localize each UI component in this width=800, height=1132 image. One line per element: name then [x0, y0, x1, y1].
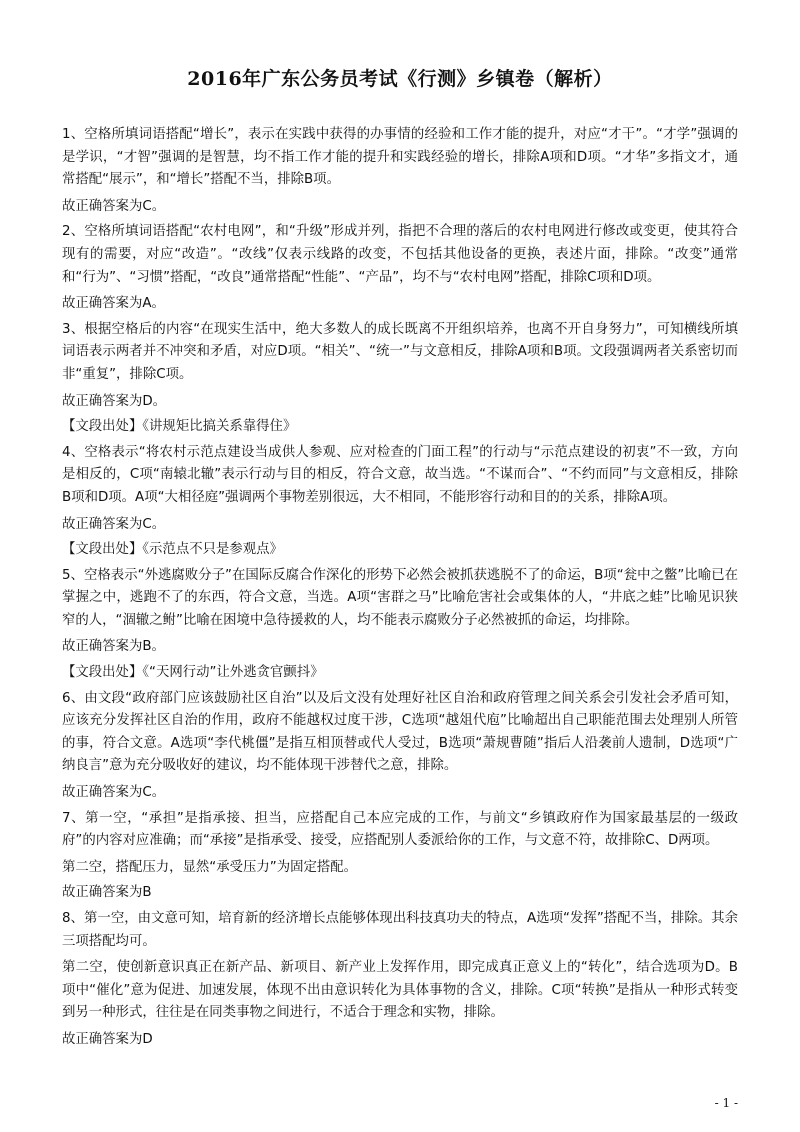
page-number: - 1 - — [714, 1096, 738, 1110]
q5-source: 【文段出处】《“天网行动”让外逃贪官颤抖》 — [62, 665, 324, 681]
q8-explanation: 8、第一空，由文意可知，培育新的经济增长点能够体现出科技真功夫的特点，A选项“发挥”搭配不当，排除。其余三项搭配均可。 — [62, 911, 738, 949]
q6-answer: 故正确答案为C。 — [62, 785, 166, 801]
q1-explanation: 1、空格所填词语搭配“增长”，表示在实践中获得的办事情的经验和工作才能的提升，对应“才干”。“才学”强调的是学识，“才智”强调的是智慧，均不指工作才能的提升和实践经验的增长，排除A项和D项。“才华”多指文才，通常搭配“展示”，和“增长”搭配不当，排除B项。 — [62, 127, 738, 188]
q8-second-blank: 第二空，使创新意识真正在新产品、新项目、新产业上发挥作用，即完成真正意义上的“转化”，结合选项为D。B项中“催化”意为促进、加速发展，体现不出由意识转化为具体事物的含义，排除。C项“转换”是指从一种形式转变到另一种形式，往往是在同类事物之间进行，不适合于理念和实物，排除。 — [62, 960, 738, 1021]
q8-answer: 故正确答案为D — [62, 1031, 153, 1047]
q6-explanation: 6、由文段“政府部门应该鼓励社区自治”以及后文没有处理好社区自治和政府管理之间关系会引发社会矛盾可知，应该充分发挥社区自治的作用，政府不能越权过度干涉，C选项“越俎代庖”比喻超出自己职能范围去处理别人所管的事，符合文意。A选项“李代桃僵”是指互相顶替或代人受过，B选项“萧规曹随”指后人沿袭前人遗制，D选项“广纳良言”意为充分吸收好的建议，均不能体现干涉替代之意，排除。 — [62, 690, 738, 774]
q3-source: 【文段出处】《讲规矩比搞关系靠得住》 — [62, 419, 297, 435]
q7-answer: 故正确答案为B — [62, 885, 152, 901]
q5-explanation: 5、空格表示“外逃腐败分子”在国际反腐合作深化的形势下必然会被抓获逃脱不了的命运，B项“瓮中之鳖”比喻已在掌握之中，逃跑不了的东西，符合文意，当选。A项“害群之马”比喻危害社会或集体的人，“井底之蛙”比喻见识狭窄的人，“涸辙之鲋”比喻在困境中急待援救的人，均不能表示腐败分子必然被抓的命运，均排除。 — [62, 567, 738, 628]
q4-explanation: 4、空格表示“将农村示范点建设当成供人参观、应对检查的门面工程”的行动与“示范点建设的初衷”不一致，方向是相反的，C项“南辕北辙”表示行动与目的相反，符合文意，故当选。“不谋而合”、“不约而同”与文意相反，排除B项和D项。A项“大相径庭”强调两个事物差别很远，大不相同，不能形容行动和目的的关系，排除A项。 — [62, 444, 738, 505]
q7-explanation: 7、第一空，“承担”是指承接、担当，应搭配自己本应完成的工作，与前文“乡镇政府作为国家最基层的一级政府”的内容对应准确；而“承接”是指承受、接受，应搭配别人委派给你的工作，与文意不符，故排除C、D两项。 — [62, 810, 738, 849]
q4-answer: 故正确答案为C。 — [62, 516, 166, 532]
answer-explanations — [62, 124, 738, 1055]
q4-source: 【文段出处】《示范点不只是参观点》 — [62, 542, 283, 558]
q2-explanation: 2、空格所填词语搭配“农村电网”，和“升级”形成并列，指把不合理的落后的农村电网进行修改或变更，使其符合现有的需要，对应“改造”。“改线”仅表示线路的改变，不包括其他设备的更换，表述片面，排除。“改变”通常和“行为”、“习惯”搭配，“改良”通常搭配“性能”、“产品”，均不与“农村电网”搭配，排除C项和D项。 — [62, 224, 738, 285]
q7-second-blank: 第二空，搭配压力，显然“承受压力”为固定搭配。 — [62, 859, 358, 875]
q3-answer: 故正确答案为D。 — [62, 393, 167, 409]
q3-explanation: 3、根据空格后的内容“在现实生活中，绝大多数人的成长既离不开组织培养，也离不开自身努力”，可知横线所填词语表示两者并不冲突和矛盾，对应D项。“相关”、“统一”与文意相反，排除A项和B项。文段强调两者关系密切而非“重复”，排除C项。 — [62, 321, 738, 382]
q1-answer: 故正确答案为C。 — [62, 198, 166, 214]
q5-answer: 故正确答案为B。 — [62, 639, 165, 655]
q2-answer: 故正确答案为A。 — [62, 296, 165, 312]
page-title: 2016年广东公务员考试《行测》乡镇卷（解析） — [187, 68, 613, 90]
